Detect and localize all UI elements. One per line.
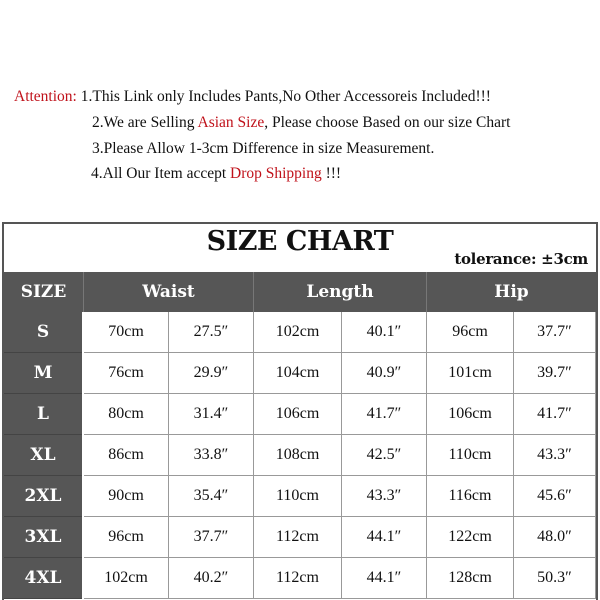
table-cell-hip-in: 41.7″ bbox=[514, 394, 596, 435]
note-line-4 bbox=[91, 161, 341, 187]
header-length: Length bbox=[254, 272, 427, 312]
table-cell-waist-cm: 86cm bbox=[84, 435, 169, 476]
table-cell-hip-cm: 128cm bbox=[427, 558, 514, 599]
size-chart-table bbox=[2, 222, 598, 600]
size-label: S bbox=[4, 312, 82, 353]
table-cell-hip-in: 39.7″ bbox=[514, 353, 596, 394]
note-3-text: 3.Please Allow 1-3cm Difference in size Measurement. bbox=[92, 140, 435, 157]
drop-shipping-highlight: Drop Shipping bbox=[230, 165, 322, 182]
table-cell-length-cm: 112cm bbox=[254, 517, 342, 558]
table-cell-hip-cm: 110cm bbox=[427, 435, 514, 476]
note-2-prefix: 2.We are Selling bbox=[92, 114, 198, 131]
table-cell-length-cm: 104cm bbox=[254, 353, 342, 394]
size-label: 4XL bbox=[4, 558, 82, 599]
table-cell-hip-cm: 101cm bbox=[427, 353, 514, 394]
note-4-prefix: 4.All Our Item accept bbox=[91, 165, 231, 182]
table-cell-length-in: 40.9″ bbox=[342, 353, 427, 394]
table-cell-length-in: 44.1″ bbox=[342, 558, 427, 599]
table-cell-hip-in: 37.7″ bbox=[514, 312, 596, 353]
table-cell-length-in: 44.1″ bbox=[342, 517, 427, 558]
attention-label: Attention: bbox=[14, 88, 77, 105]
table-cell-hip-in: 48.0″ bbox=[514, 517, 596, 558]
table-cell-length-cm: 108cm bbox=[254, 435, 342, 476]
table-cell-hip-in: 50.3″ bbox=[514, 558, 596, 599]
table-cell-waist-in: 40.2″ bbox=[169, 558, 254, 599]
note-4-suffix: !!! bbox=[321, 165, 342, 182]
table-cell-hip-in: 43.3″ bbox=[514, 435, 596, 476]
table-cell-waist-cm: 102cm bbox=[84, 558, 169, 599]
table-cell-waist-cm: 70cm bbox=[84, 312, 169, 353]
table-cell-length-in: 42.5″ bbox=[342, 435, 427, 476]
header-size: SIZE bbox=[4, 272, 84, 312]
table-cell-hip-in: 45.6″ bbox=[514, 476, 596, 517]
table-cell-waist-cm: 96cm bbox=[84, 517, 169, 558]
table-cell-waist-cm: 80cm bbox=[84, 394, 169, 435]
note-line-1 bbox=[14, 84, 491, 110]
table-cell-length-cm: 110cm bbox=[254, 476, 342, 517]
table-cell-length-cm: 112cm bbox=[254, 558, 342, 599]
table-cell-waist-cm: 76cm bbox=[84, 353, 169, 394]
table-cell-hip-cm: 122cm bbox=[427, 517, 514, 558]
table-cell-waist-in: 29.9″ bbox=[169, 353, 254, 394]
header-hip: Hip bbox=[427, 272, 596, 312]
size-label: M bbox=[4, 353, 82, 394]
chart-title: SIZE CHART bbox=[206, 226, 394, 257]
table-cell-length-in: 41.7″ bbox=[342, 394, 427, 435]
size-label: 3XL bbox=[4, 517, 82, 558]
table-cell-waist-in: 37.7″ bbox=[169, 517, 254, 558]
table-cell-waist-in: 31.4″ bbox=[169, 394, 254, 435]
size-label: XL bbox=[4, 435, 82, 476]
table-cell-waist-in: 33.8″ bbox=[169, 435, 254, 476]
table-cell-waist-in: 35.4″ bbox=[169, 476, 254, 517]
size-label: L bbox=[4, 394, 82, 435]
table-cell-length-in: 43.3″ bbox=[342, 476, 427, 517]
header-waist: Waist bbox=[84, 272, 254, 312]
note-2-suffix: , Please choose Based on our size Chart bbox=[264, 114, 511, 131]
table-cell-hip-cm: 106cm bbox=[427, 394, 514, 435]
tolerance-note: tolerance: ±3cm bbox=[454, 250, 588, 268]
size-label: 2XL bbox=[4, 476, 82, 517]
note-line-3 bbox=[92, 136, 434, 162]
table-cell-waist-in: 27.5″ bbox=[169, 312, 254, 353]
table-cell-hip-cm: 96cm bbox=[427, 312, 514, 353]
note-1-text: 1.This Link only Includes Pants,No Other Accessoreis Included!!! bbox=[80, 88, 491, 105]
table-cell-length-cm: 102cm bbox=[254, 312, 342, 353]
table-cell-hip-cm: 116cm bbox=[427, 476, 514, 517]
table-cell-length-cm: 106cm bbox=[254, 394, 342, 435]
table-cell-waist-cm: 90cm bbox=[84, 476, 169, 517]
chart-title-row bbox=[4, 224, 596, 272]
note-line-2 bbox=[92, 110, 510, 136]
asian-size-highlight: Asian Size bbox=[197, 114, 265, 131]
table-cell-length-in: 40.1″ bbox=[342, 312, 427, 353]
